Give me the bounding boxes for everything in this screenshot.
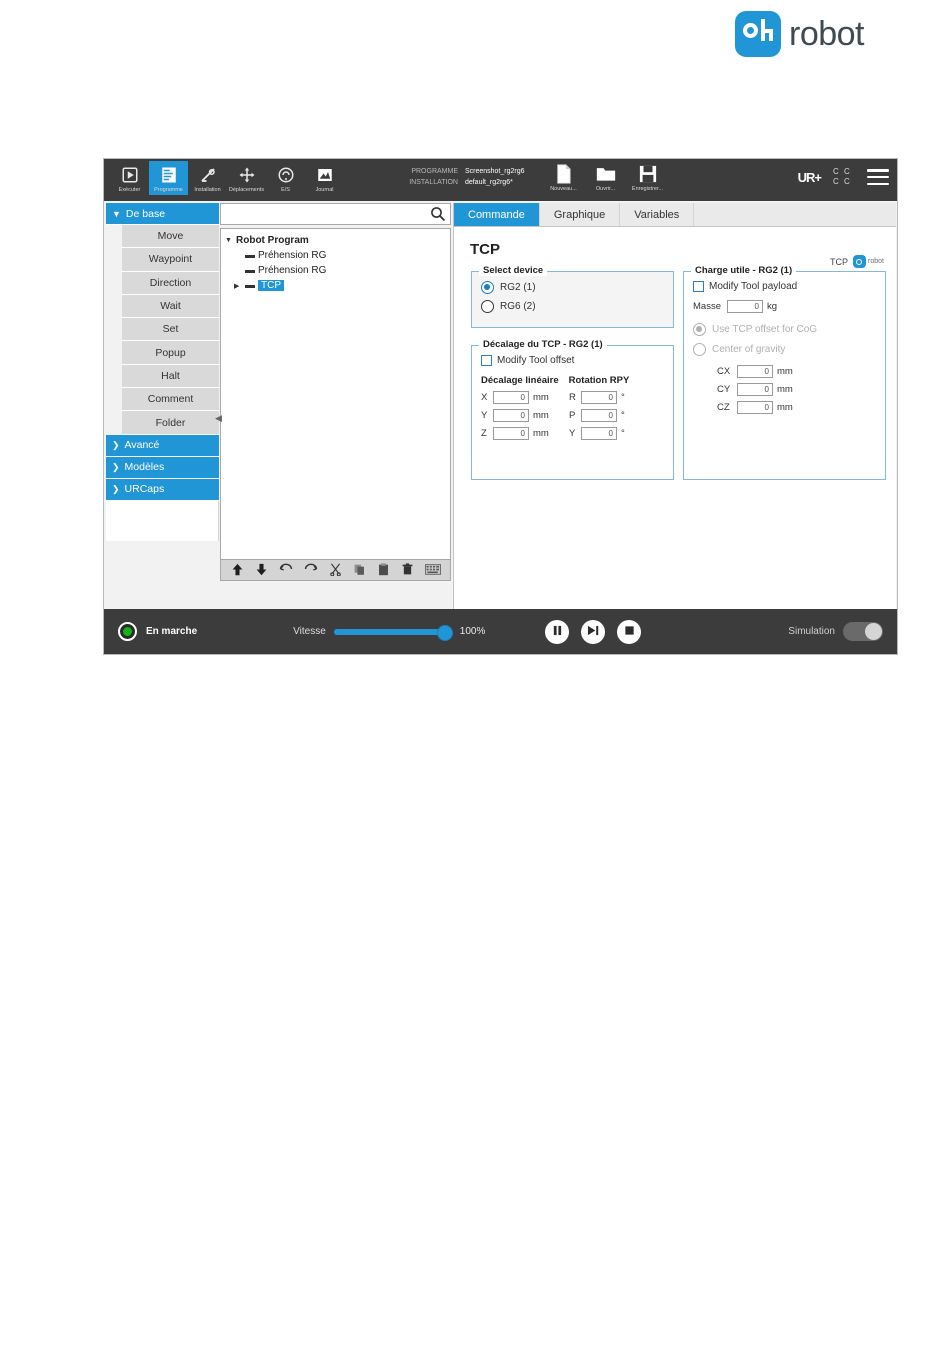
robot-status-led-icon <box>118 622 137 641</box>
speed-label: Vitesse <box>293 626 326 637</box>
tree-node-prehension-2[interactable] <box>225 263 450 278</box>
top-toolbar <box>104 159 897 201</box>
urplus-button[interactable]: UR+ <box>797 169 821 185</box>
tcp-offset-legend: Décalage du TCP - RG2 (1) <box>479 339 607 350</box>
copy-icon[interactable] <box>353 563 366 578</box>
category-de-base[interactable] <box>106 203 219 225</box>
offset-unit-y: mm <box>533 410 549 421</box>
open-file-button[interactable] <box>585 162 627 192</box>
select-device-group <box>471 265 674 328</box>
cc-cell: C <box>844 177 850 186</box>
chevron-right-icon: ❯ <box>112 439 120 450</box>
paste-icon[interactable] <box>377 563 390 578</box>
node-marker-icon: ▬ <box>245 250 255 261</box>
command-folder[interactable]: Folder <box>122 411 219 434</box>
mass-unit: kg <box>767 301 778 312</box>
rot-label-p: P <box>569 410 576 421</box>
save-file-button[interactable] <box>627 162 669 192</box>
tcp-brand-sub: robot <box>868 258 884 265</box>
installation-label: INSTALLATION <box>409 179 458 186</box>
toolbar-tab-label: Installation <box>194 187 221 193</box>
log-icon <box>305 163 344 187</box>
radio-icon[interactable] <box>693 343 706 356</box>
device-option-rg2[interactable] <box>481 281 673 294</box>
cog-label-cx: CX <box>717 366 731 377</box>
checkbox-icon[interactable] <box>481 355 492 366</box>
category-urcaps[interactable] <box>106 479 219 501</box>
toolbar-tabs <box>104 159 344 195</box>
robot-status-text: En marche <box>146 626 198 637</box>
linear-offset-title: Décalage linéaire <box>481 375 559 386</box>
cc-cell: C <box>833 167 839 176</box>
cog-unit-cy: mm <box>777 384 793 395</box>
category-label: Modèles <box>124 461 165 474</box>
tree-toolbar <box>220 560 451 581</box>
toolbar-tab-label: Programme <box>154 187 183 193</box>
speed-slider[interactable] <box>334 629 447 635</box>
transport-controls <box>545 620 641 644</box>
node-marker-icon: ▬ <box>245 265 255 276</box>
rot-input-yaw[interactable]: 0 <box>581 427 617 440</box>
installation-name: default_rg2rg6* <box>464 179 513 186</box>
save-disk-icon <box>627 162 669 186</box>
cog-option-center-of-gravity[interactable] <box>693 343 885 356</box>
offset-label-z: Z <box>481 428 487 439</box>
offset-row-x <box>481 391 673 404</box>
left-panel-spacer <box>106 501 219 541</box>
cc-cell: C <box>833 177 839 186</box>
step-icon <box>587 625 599 639</box>
search-input[interactable] <box>221 205 423 225</box>
simulation-control <box>788 622 883 641</box>
modify-tool-offset-label: Modify Tool offset <box>497 355 575 366</box>
cog-input-cx[interactable]: 0 <box>737 365 773 378</box>
payload-legend: Charge utile - RG2 (1) <box>691 265 796 276</box>
status-bar <box>104 609 897 654</box>
simulation-toggle[interactable] <box>843 622 883 641</box>
tree-node-label: Préhension RG <box>258 265 327 276</box>
move-down-icon[interactable] <box>255 563 268 578</box>
ur-polyscope-window <box>103 158 898 655</box>
tcp-brand-label: TCP <box>830 256 849 267</box>
cog-input-cz[interactable]: 0 <box>737 401 773 414</box>
mass-input[interactable]: 0 <box>727 300 763 313</box>
cog-option-label: Use TCP offset for CoG <box>712 324 818 335</box>
tree-root-label: Robot Program <box>236 235 309 246</box>
offset-input-z[interactable]: 0 <box>493 427 529 440</box>
speed-control <box>293 626 485 637</box>
category-label: URCaps <box>124 483 165 496</box>
file-operations <box>543 162 669 192</box>
cog-label-cy: CY <box>717 384 731 395</box>
new-file-button[interactable] <box>543 162 585 192</box>
rot-label-yaw: Y <box>569 428 576 439</box>
mass-label: Masse <box>693 301 721 312</box>
expand-arrow-icon[interactable]: ▶ <box>234 282 240 290</box>
expand-arrow-icon[interactable]: ▼ <box>225 237 232 244</box>
node-marker-icon: ▬ <box>245 280 255 291</box>
device-option-label: RG6 (2) <box>500 301 536 312</box>
move-icon <box>227 163 266 187</box>
rot-label-r: R <box>569 392 576 403</box>
command-wait[interactable]: Wait <box>122 295 219 318</box>
tree-node-label: TCP <box>258 280 284 291</box>
run-icon <box>110 163 149 187</box>
tcp-panel-body <box>454 227 896 439</box>
rot-input-p[interactable]: 0 <box>581 409 617 422</box>
tcp-offset-group <box>471 339 674 480</box>
onrobot-logo-text: robot <box>789 14 864 53</box>
step-button[interactable] <box>581 620 605 644</box>
toolbar-tab-label: Journal <box>315 187 334 193</box>
tree-node-prehension-1[interactable] <box>225 248 450 263</box>
toolbar-tab-label: E/S <box>281 187 290 193</box>
cog-unit-cz: mm <box>777 402 793 413</box>
modify-tool-payload-row[interactable] <box>693 281 885 292</box>
rot-unit-p: ° <box>621 410 625 421</box>
offset-input-y[interactable]: 0 <box>493 409 529 422</box>
open-file-label: Ouvrir... <box>595 186 616 192</box>
offset-row-z <box>481 427 673 440</box>
toolbar-tab-label: Exécuter <box>118 187 141 193</box>
category-modeles[interactable] <box>106 457 219 479</box>
offset-input-x[interactable]: 0 <box>493 391 529 404</box>
rot-unit-yaw: ° <box>621 428 625 439</box>
save-file-label: Enregistrer... <box>631 186 664 192</box>
cc-cell: C <box>844 167 850 176</box>
category-label: Avancé <box>124 439 160 452</box>
radio-icon[interactable] <box>481 281 494 294</box>
payload-group <box>683 265 886 480</box>
program-info <box>406 166 525 188</box>
pause-button[interactable] <box>545 620 569 644</box>
cog-row-cy <box>693 383 885 396</box>
command-move[interactable]: Move <box>122 225 219 248</box>
command-halt[interactable]: Halt <box>122 365 219 388</box>
tree-root-node[interactable] <box>225 233 450 248</box>
program-label: PROGRAMME <box>411 168 458 175</box>
toolbar-right <box>798 167 889 187</box>
radio-icon[interactable] <box>481 300 494 313</box>
tree-node-label: Préhension RG <box>258 250 327 261</box>
command-popup[interactable]: Popup <box>122 341 219 364</box>
modify-tool-payload-label: Modify Tool payload <box>709 281 798 292</box>
tree-node-tcp[interactable] <box>225 278 450 293</box>
offset-label-x: X <box>481 392 488 403</box>
keyboard-icon[interactable] <box>425 564 441 577</box>
checkbox-icon[interactable] <box>693 281 704 292</box>
toolbar-tab-deplacements[interactable] <box>227 161 266 195</box>
modify-tool-offset-row[interactable] <box>481 355 673 366</box>
stop-icon <box>624 625 635 639</box>
open-folder-icon <box>585 162 627 186</box>
command-waypoint[interactable]: Waypoint <box>122 248 219 271</box>
toolbar-tab-executer[interactable] <box>110 161 149 195</box>
speed-slider-knob[interactable] <box>437 625 453 641</box>
stop-button[interactable] <box>617 620 641 644</box>
device-option-label: RG2 (1) <box>500 282 536 293</box>
move-up-icon[interactable] <box>231 563 244 578</box>
rot-unit-r: ° <box>621 392 625 403</box>
page-title: TCP <box>470 241 500 258</box>
panel-collapse-handle[interactable]: ◀ <box>215 413 222 423</box>
onrobot-logo-mark <box>735 11 781 57</box>
cog-option-label: Center of gravity <box>712 344 786 355</box>
mass-row <box>693 300 885 313</box>
redo-icon[interactable] <box>304 563 318 577</box>
chevron-right-icon: ❯ <box>112 483 120 494</box>
device-option-rg6[interactable] <box>481 300 673 313</box>
detail-tabs <box>454 203 896 227</box>
program-tree <box>220 228 451 560</box>
program-name: Screenshot_rg2rg6 <box>464 168 525 175</box>
command-set[interactable]: Set <box>122 318 219 341</box>
cc-indicator <box>833 167 855 187</box>
undo-icon[interactable] <box>279 563 293 577</box>
category-label: De base <box>125 207 166 220</box>
cog-unit-cx: mm <box>777 366 793 377</box>
toolbar-tab-programme[interactable] <box>149 161 188 195</box>
cog-row-cz <box>693 401 885 414</box>
cog-label-cz: CZ <box>717 402 730 413</box>
new-file-label: Nouveau... <box>550 186 577 192</box>
delete-icon[interactable] <box>401 563 414 578</box>
tab-commande[interactable]: Commande <box>454 203 540 226</box>
speed-value: 100% <box>459 626 486 637</box>
chevron-down-icon: ▼ <box>112 208 121 219</box>
search-row <box>220 203 451 225</box>
command-direction[interactable]: Direction <box>122 272 219 295</box>
offset-row-y <box>481 409 673 422</box>
toolbar-tab-journal[interactable] <box>305 161 344 195</box>
cog-option-use-tcp-offset[interactable] <box>693 323 885 336</box>
rot-input-r[interactable]: 0 <box>581 391 617 404</box>
tab-graphique[interactable]: Graphique <box>540 203 620 226</box>
tcp-brand-tag <box>830 255 884 268</box>
cut-icon[interactable] <box>329 563 342 578</box>
onrobot-logo <box>735 10 880 58</box>
new-file-icon <box>543 162 585 186</box>
cog-row-cx <box>693 365 885 378</box>
program-icon <box>149 163 188 187</box>
toolbar-tab-installation[interactable] <box>188 161 227 195</box>
command-comment[interactable]: Comment <box>122 388 219 411</box>
toolbar-tab-label: Déplacements <box>228 187 265 193</box>
select-device-legend: Select device <box>479 265 547 276</box>
onrobot-mini-logo-icon <box>853 255 866 268</box>
program-tree-panel <box>215 203 451 773</box>
category-avance[interactable] <box>106 435 219 457</box>
offset-label-y: Y <box>481 410 488 421</box>
pause-icon <box>552 625 563 639</box>
hamburger-menu-icon[interactable] <box>867 169 889 185</box>
simulation-label: Simulation <box>788 626 835 637</box>
io-icon <box>266 163 305 187</box>
tab-variables[interactable]: Variables <box>620 203 694 226</box>
offset-unit-x: mm <box>533 392 549 403</box>
command-detail-panel <box>453 203 896 609</box>
command-category-panel <box>106 203 219 609</box>
toolbar-tab-io[interactable] <box>266 161 305 195</box>
radio-icon[interactable] <box>693 323 706 336</box>
offset-unit-z: mm <box>533 428 549 439</box>
rotation-rpy-title: Rotation RPY <box>568 375 630 386</box>
toggle-thumb <box>865 623 882 640</box>
search-icon[interactable] <box>430 206 446 222</box>
chevron-right-icon: ❯ <box>112 461 120 472</box>
cog-input-cy[interactable]: 0 <box>737 383 773 396</box>
installation-icon <box>188 163 227 187</box>
